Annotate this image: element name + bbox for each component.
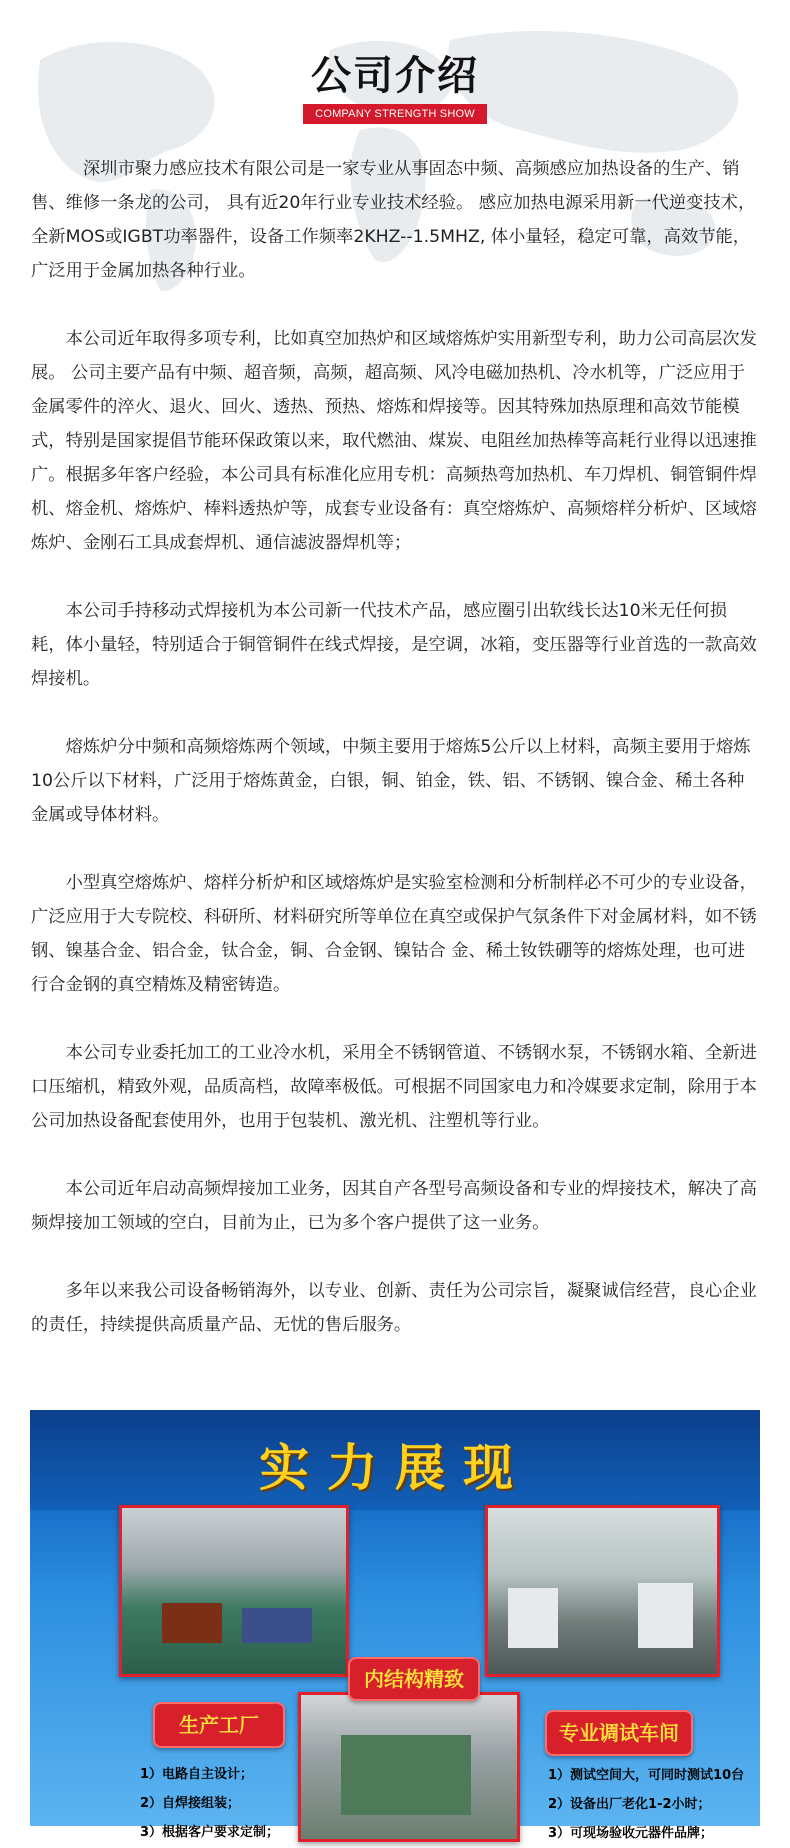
intro-content <box>0 124 790 1342</box>
intro-paragraph: 熔炼炉分中频和高频熔炼两个领域，中频主要用于熔炼5公斤以上材料，高频主要用于熔炼10公斤以下材料，广泛用于熔炼黄金，白银，铜、铂金，铁、铝、不锈钢、镍合金、稀土各种金属或导体材料。 <box>31 737 751 825</box>
factory-feature: 3）根据客户要求定制； <box>140 1825 280 1840</box>
workshop-photo <box>485 1505 720 1677</box>
circuit-board-shape <box>341 1735 471 1815</box>
intro-paragraph: 本公司手持移动式焊接机为本公司新一代技术产品，感应圈引出软线长达10米无任何损耗，体小量轻，特别适合于铜管铜件在线式焊接，是空调，冰箱，变压器等行业首选的一款高效焊接机。 <box>31 601 757 689</box>
machine-shape <box>508 1588 558 1648</box>
workshop-feature-list <box>548 1761 744 1848</box>
machine-shape <box>638 1583 693 1648</box>
factory-photo <box>119 1505 349 1677</box>
strength-banner <box>30 1410 760 1841</box>
factory-feature-list <box>140 1760 279 1847</box>
header <box>0 0 790 124</box>
machine-shape <box>242 1608 312 1643</box>
intro-paragraph: 本公司专业委托加工的工业冷水机，采用全不锈钢管道、不锈钢水泵，不锈钢水箱、全新进口压缩机，精致外观，品质高档，故障率极低。可根据不同国家电力和冷媒要求定制，除用于本公司加热设备配套使用外，也用于包装机、激光机、注塑机等行业。 <box>31 1043 757 1131</box>
workshop-feature: 1）测试空间大，可同时测试10台 <box>548 1768 745 1783</box>
intro-paragraph: 多年以来我公司设备畅销海外，以专业、创新、责任为公司宗旨，凝聚诚信经营，良心企业的责任，持续提供高质量产品、无忧的售后服务。 <box>31 1281 757 1335</box>
workshop-feature: 2）设备出厂老化1-2小时； <box>548 1797 711 1812</box>
factory-label: 生产工厂 <box>153 1702 285 1748</box>
factory-feature: 2）自焊接组装； <box>140 1796 241 1811</box>
subtitle-badge: COMPANY STRENGTH SHOW <box>303 104 487 124</box>
factory-feature: 1）电路自主设计； <box>140 1767 254 1782</box>
intro-paragraph: 本公司近年启动高频焊接加工业务，因其自产各型号高频设备和专业的焊接技术，解决了高频焊接加工领域的空白，目前为止，已为多个客户提供了这一业务。 <box>31 1179 757 1233</box>
internal-structure-photo <box>298 1692 520 1842</box>
machine-shape <box>162 1603 222 1643</box>
intro-paragraph: 深圳市聚力感应技术有限公司是一家专业从事固态中频、高频感应加热设备的生产、销售、维修一条龙的公司， 具有近20年行业专业技术经验。 感应加热电源采用新一代逆变技术，全新MOS或IGBT功率器件，设备工作频率2KHZ--1.5MHZ, 体小量轻，稳定可靠，高效节能，广泛用于金属加热各种行业。 <box>31 159 756 281</box>
intro-paragraph: 本公司近年取得多项专利，比如真空加热炉和区域熔炼炉实用新型专利，助力公司高层次发展。 公司主要产品有中频、超音频，高频，超高频、风冷电磁加热机、冷水机等，广泛应用于金属零件的淬火、退火、回火、透热、预热、熔炼和焊接等。因其特殊加热原理和高效节能模式，特别是国家提倡节能环保政策以来，取代燃油、煤炭、电阻丝加热棒等高耗行业得以迅速推广。根据多年客户经验，本公司具有标准化应用专机：高频热弯加热机、车刀焊机、铜管铜件焊机、熔金机、熔炼炉、棒料透热炉等，成套专业设备有：真空熔炼炉、高频熔样分析炉、区域熔炼炉、金刚石工具成套焊机、通信滤波器焊机等； <box>31 329 757 553</box>
workshop-feature: 3）可现场验收元器件品牌； <box>548 1826 714 1841</box>
banner-title: 实力展现 <box>259 1439 531 1497</box>
internal-structure-label: 内结构精致 <box>348 1657 480 1701</box>
intro-paragraph: 小型真空熔炼炉、熔样分析炉和区域熔炼炉是实验室检测和分析制样必不可少的专业设备，广泛应用于大专院校、科研所、材料研究所等单位在真空或保护气氛条件下对金属材料，如不锈钢、镍基合金、铝合金，钛合金，铜、合金钢、镍钴合 金、稀土钕铁硼等的熔炼处理，也可进行合金钢的真空精炼及精密铸造。 <box>31 873 757 995</box>
page-title: 公司介绍 <box>311 53 479 99</box>
workshop-label: 专业调试车间 <box>545 1710 693 1756</box>
